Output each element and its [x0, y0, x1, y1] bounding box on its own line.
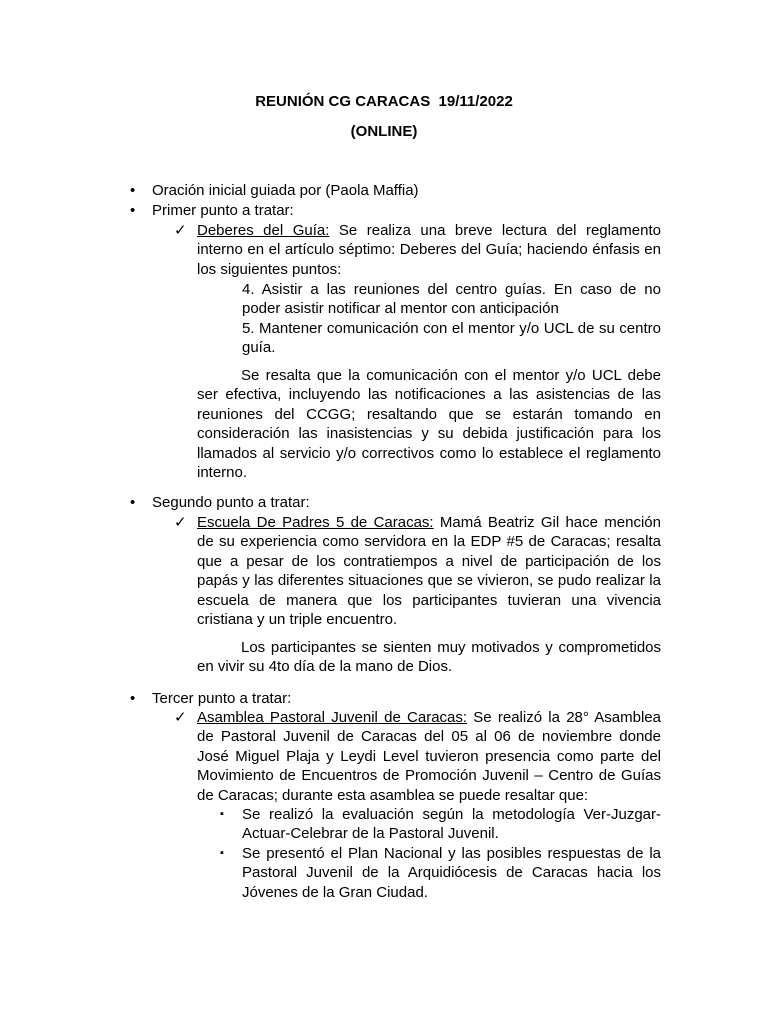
section2-line: Escuela De Padres 5 de Caracas: Mamá Beatriz Gil hace mención: [197, 514, 661, 531]
bullet-segundo-punto: Segundo punto a tratar:: [152, 494, 310, 511]
point-line: 5. Mantener comunicación con el mentor y/o UCL de su centro: [242, 319, 661, 337]
section1-line: Deberes del Guía: Se realiza una breve lectura del reglamento: [197, 222, 661, 239]
document-subtitle: (ONLINE): [350, 123, 418, 140]
section2-line: cristiana y un triple encuentro.: [197, 611, 398, 629]
subitem-line: Se presentó el Plan Nacional y las posibles respuestas de la: [242, 845, 661, 862]
bullet-tercer-punto: Tercer punto a tratar:: [152, 690, 292, 707]
subitem-line: Actuar-Celebrar de la Pastoral Juvenil.: [242, 825, 499, 843]
section1-heading: Deberes del Guía:: [197, 222, 330, 239]
section1-line: interno en el artículo séptimo: Deberes del Guía; haciendo énfasis en: [197, 241, 661, 259]
square-bullet-icon: ▪: [220, 847, 224, 859]
section1-paragraph: [197, 366, 661, 482]
paragraph-line: llamados al servicio y/o correctivos como lo establece el reglamento: [197, 444, 661, 462]
section1-points: [242, 280, 661, 358]
check-icon: ✓: [174, 222, 187, 239]
paragraph-line: Los participantes se sienten muy motivados y comprometidos: [241, 639, 661, 656]
section2-line: que a pesar de los contratiempos a nivel de participación de los: [197, 552, 661, 570]
section3-line: de Pastoral Juvenil de Caracas del 05 al 06 de noviembre donde: [197, 728, 661, 746]
section2-line: de su experiencia como servidora en la EDP #5 de Caracas; resalta: [197, 533, 661, 551]
section2-line: escuela de manera que los participantes tuvieran una vivencia: [197, 591, 661, 609]
bullet-marker: •: [130, 690, 136, 707]
section3-line: Asamblea Pastoral Juvenil de Caracas: Se realizó la 28° Asamblea: [197, 709, 661, 726]
point-line: guía.: [242, 339, 276, 357]
paragraph-line: ser efectiva, incluyendo las notificaciones a las asistencias de las: [197, 386, 661, 404]
paragraph-line: en vivir su 4to día de la mano de Dios.: [197, 658, 453, 676]
check-icon: ✓: [174, 514, 187, 531]
subitem-line: Jóvenes de la Gran Ciudad.: [242, 883, 428, 901]
point-line: poder asistir notificar al mentor con anticipación: [242, 300, 559, 318]
section3-heading: Asamblea Pastoral Juvenil de Caracas:: [197, 709, 468, 726]
section2-text: [197, 513, 661, 629]
point-line: 4. Asistir a las reuniones del centro guías. En caso de no: [242, 281, 661, 298]
section2-line: papás y las diferentes situaciones que se vivieron, se pudo realizar la: [197, 572, 661, 590]
bullet-marker: •: [130, 182, 136, 199]
square-bullet-icon: ▪: [220, 808, 224, 820]
check-icon: ✓: [174, 709, 187, 726]
subitem-2: [242, 844, 661, 902]
subitem-line: Pastoral Juvenil de la Arquidiócesis de Caracas hacia los: [242, 864, 661, 882]
paragraph-line: consideración las inasistencias y su debida justificación para los: [197, 425, 661, 443]
paragraph-line: interno.: [197, 464, 248, 482]
subitem-1: [242, 805, 661, 844]
section1-text: [197, 221, 661, 279]
section2-paragraph: [197, 638, 661, 677]
bullet-oracion: Oración inicial guiada por (Paola Maffia): [152, 182, 419, 199]
subitem-line: Se realizó la evaluación según la metodología Ver-Juzgar-: [242, 806, 661, 823]
bullet-marker: •: [130, 202, 136, 219]
section2-heading: Escuela De Padres 5 de Caracas:: [197, 514, 434, 531]
section3-text: [197, 708, 661, 805]
section3-line: de Caracas; durante esta asamblea se puede resaltar que:: [197, 786, 589, 804]
paragraph-line: Se resalta que la comunicación con el mentor y/o UCL debe: [241, 367, 661, 384]
bullet-primer-punto: Primer punto a tratar:: [152, 202, 294, 219]
document-title: REUNIÓN CG CARACAS 19/11/2022: [255, 93, 513, 110]
paragraph-line: reuniones del CCGG; resaltando que se estarán tomando en: [197, 405, 661, 423]
section3-line: José Miguel Plaja y Leydi Level tuvieron presencia como parte del: [197, 747, 661, 765]
section1-line: los siguientes puntos:: [197, 260, 342, 278]
section3-line: Movimiento de Encuentros de Promoción Juvenil – Centro de Guías: [197, 767, 661, 785]
bullet-marker: •: [130, 494, 136, 511]
